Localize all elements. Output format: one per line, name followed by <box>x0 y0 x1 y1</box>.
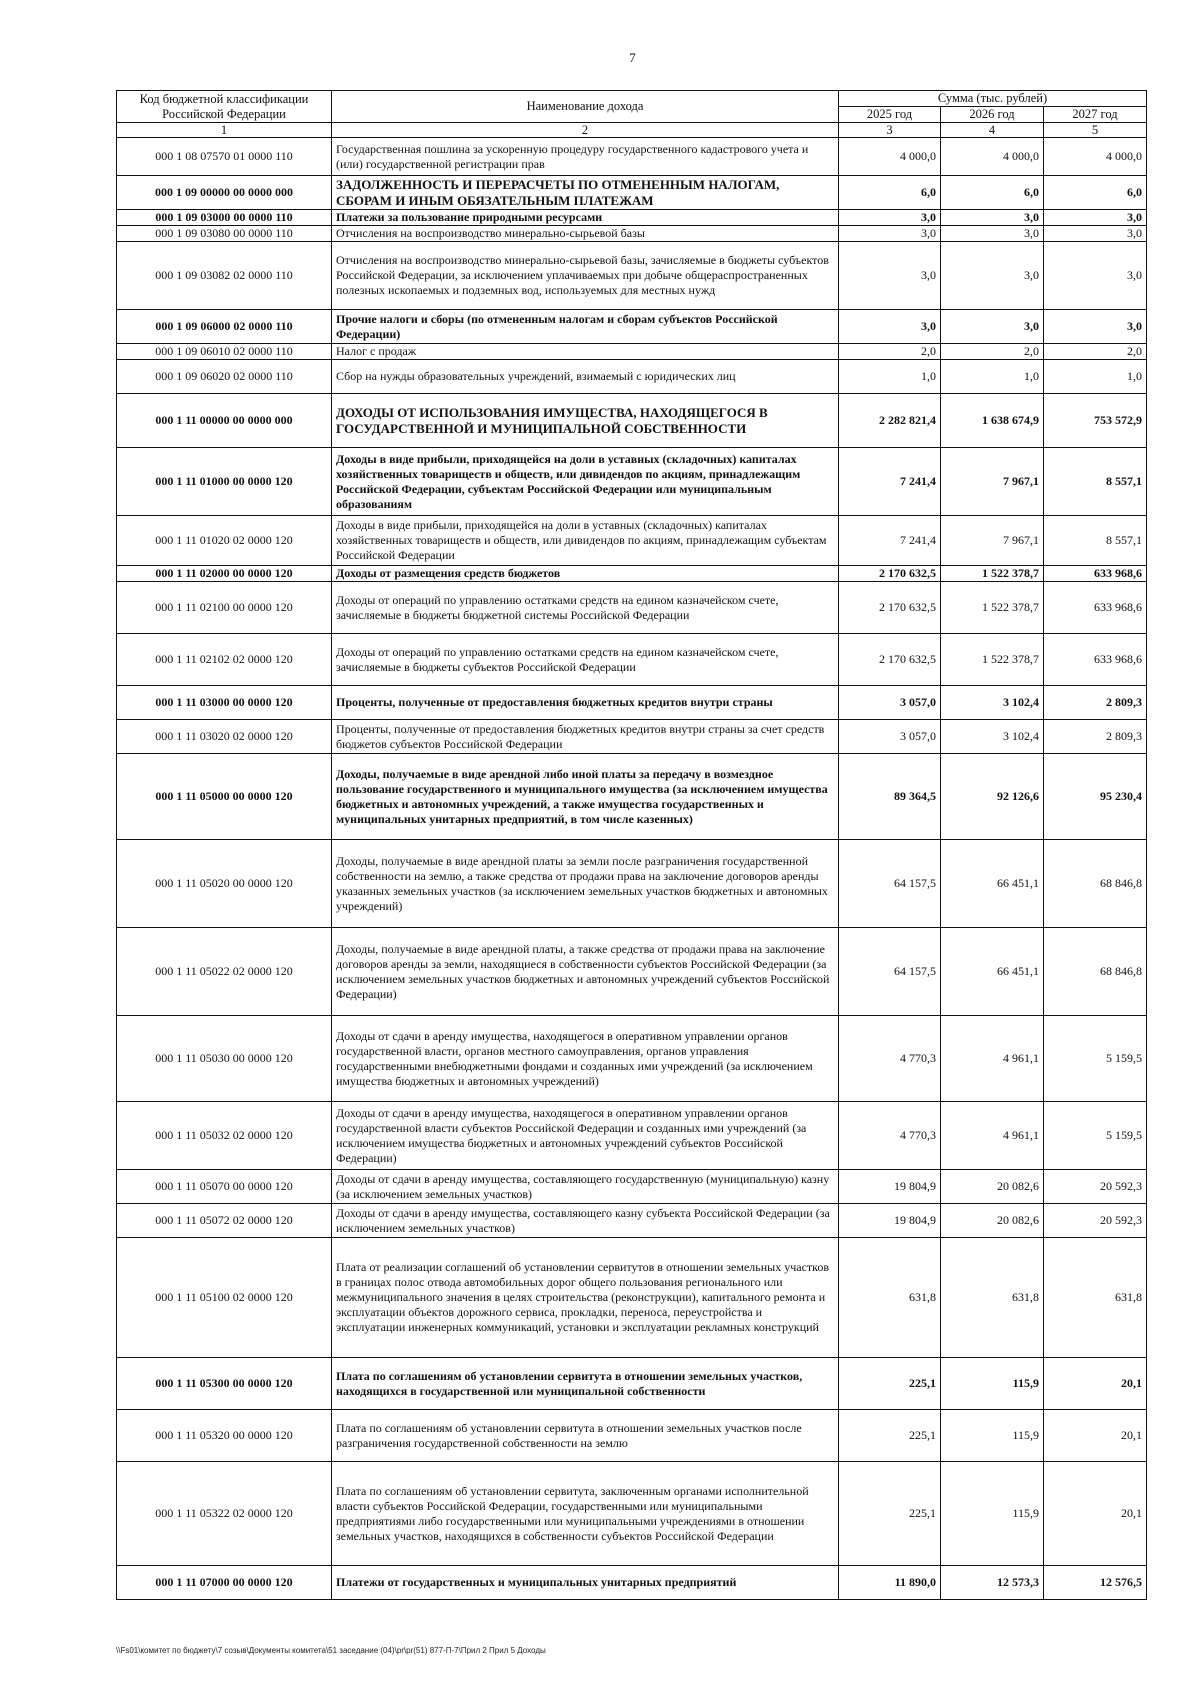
amount-2025-cell: 64 157,5 <box>839 928 941 1016</box>
table-row <box>117 242 1147 310</box>
revenue-name-cell: Проценты, полученные от предоставления бюджетных кредитов внутри страны за счет средств бюджетов субъектов Российской Федерации <box>332 720 839 754</box>
revenue-name-cell: Плата по соглашениям об установлении сервитута, заключенным органами исполнительной власти субъектов Российской Федерации, государственными или муниципальными предприятиями либо государственными или муниципальными учреждениями в отношении земельных участков, находящихся в собственности субъектов Российской Федерации <box>332 1462 839 1566</box>
amount-2025-cell: 4 770,3 <box>839 1016 941 1102</box>
amount-2025-cell: 89 364,5 <box>839 754 941 840</box>
amount-2026-cell: 7 967,1 <box>941 516 1044 566</box>
amount-2026-cell: 66 451,1 <box>941 928 1044 1016</box>
amount-2026-cell: 3,0 <box>941 226 1044 242</box>
amount-2025-cell: 631,8 <box>839 1238 941 1358</box>
table-row <box>117 138 1147 176</box>
revenue-name-cell: Плата от реализации соглашений об установлении сервитутов в отношении земельных участков в границах полос отвода автомобильных дорог общего пользования регионального или межмуниципального значения в целях строительства (реконструкции), капитального ремонта и эксплуатации объектов дорожного сервиса, прокладки, переноса, переустройства и эксплуатации инженерных коммуникаций, установки и эксплуатации рекламных конструкций <box>332 1238 839 1358</box>
amount-2027-cell: 68 846,8 <box>1044 840 1147 928</box>
amount-2027-cell: 631,8 <box>1044 1238 1147 1358</box>
budget-code-cell: 000 1 09 06000 02 0000 110 <box>117 310 332 344</box>
amount-2025-cell: 225,1 <box>839 1410 941 1462</box>
budget-code-cell: 000 1 11 05000 00 0000 120 <box>117 754 332 840</box>
table-row <box>117 360 1147 394</box>
revenue-name-cell: Отчисления на воспроизводство минерально-сырьевой базы, зачисляемые в бюджеты субъектов Российской Федерации, за исключением уплачиваемых при добыче общераспространенных полезных ископаемых и подземных вод, используемых для местных нужд <box>332 242 839 310</box>
amount-2026-cell: 1 522 378,7 <box>941 634 1044 686</box>
table-row <box>117 1410 1147 1462</box>
revenue-name-cell: Платежи за пользование природными ресурсами <box>332 210 839 226</box>
amount-2027-cell: 633 968,6 <box>1044 582 1147 634</box>
amount-2026-cell: 7 967,1 <box>941 448 1044 516</box>
budget-code-cell: 000 1 11 05320 00 0000 120 <box>117 1410 332 1462</box>
amount-2027-cell: 6,0 <box>1044 176 1147 210</box>
table-row <box>117 310 1147 344</box>
table-row <box>117 394 1147 448</box>
revenue-name-cell: Доходы, получаемые в виде арендной либо иной платы за передачу в возмездное пользование государственного и муниципального имущества (за исключением имущества бюджетных и автономных учреждений, а также имущества государственных и муниципальных унитарных предприятий, в том числе казенных) <box>332 754 839 840</box>
revenue-name-cell: Доходы, получаемые в виде арендной платы, а также средства от продажи права на заключение договоров аренды за земли, находящиеся в собственности субъектов Российской Федерации (за исключением земельных участков бюджетных и автономных учреждений субъектов Российской Федерации) <box>332 928 839 1016</box>
table-row <box>117 928 1147 1016</box>
revenue-name-cell: Доходы от сдачи в аренду имущества, составляющего казну субъекта Российской Федерации (за исключением земельных участков) <box>332 1204 839 1238</box>
col-number-5: 5 <box>1044 123 1147 138</box>
amount-2026-cell: 20 082,6 <box>941 1204 1044 1238</box>
budget-code-cell: 000 1 09 03082 02 0000 110 <box>117 242 332 310</box>
revenue-name-cell: Доходы от размещения средств бюджетов <box>332 566 839 582</box>
amount-2027-cell: 4 000,0 <box>1044 138 1147 176</box>
revenue-name-cell: Государственная пошлина за ускоренную процедуру государственного кадастрового учета и (или) государственной регистрации прав <box>332 138 839 176</box>
budget-code-cell: 000 1 11 05100 02 0000 120 <box>117 1238 332 1358</box>
amount-2025-cell: 4 000,0 <box>839 138 941 176</box>
amount-2026-cell: 3,0 <box>941 210 1044 226</box>
budget-code-cell: 000 1 09 06020 02 0000 110 <box>117 360 332 394</box>
budget-code-cell: 000 1 11 07000 00 0000 120 <box>117 1566 332 1600</box>
table-row <box>117 686 1147 720</box>
amount-2027-cell: 2,0 <box>1044 344 1147 360</box>
budget-code-cell: 000 1 11 00000 00 0000 000 <box>117 394 332 448</box>
amount-2025-cell: 2 282 821,4 <box>839 394 941 448</box>
table-row <box>117 226 1147 242</box>
header-year-2027: 2027 год <box>1044 107 1147 123</box>
amount-2026-cell: 1 522 378,7 <box>941 566 1044 582</box>
revenue-name-cell: Доходы от операций по управлению остатками средств на едином казначейском счете, зачисляемые в бюджеты бюджетной системы Российской Федерации <box>332 582 839 634</box>
budget-code-cell: 000 1 11 05030 00 0000 120 <box>117 1016 332 1102</box>
amount-2025-cell: 3 057,0 <box>839 720 941 754</box>
budget-code-cell: 000 1 11 05300 00 0000 120 <box>117 1358 332 1410</box>
header-year-2025: 2025 год <box>839 107 941 123</box>
budget-code-cell: 000 1 11 05020 00 0000 120 <box>117 840 332 928</box>
budget-code-cell: 000 1 09 03000 00 0000 110 <box>117 210 332 226</box>
amount-2026-cell: 3 102,4 <box>941 686 1044 720</box>
table-row <box>117 1238 1147 1358</box>
revenue-name-cell: Доходы от сдачи в аренду имущества, находящегося в оперативном управлении органов государственной власти субъектов Российской Федерации и созданных ими учреждений (за исключением имущества бюджетных и автономных учреждений субъектов Российской Федерации) <box>332 1102 839 1170</box>
amount-2025-cell: 2 170 632,5 <box>839 566 941 582</box>
col-number-2: 2 <box>332 123 839 138</box>
page-number: 7 <box>629 50 636 65</box>
amount-2027-cell: 95 230,4 <box>1044 754 1147 840</box>
amount-2026-cell: 1,0 <box>941 360 1044 394</box>
budget-code-cell: 000 1 11 03020 02 0000 120 <box>117 720 332 754</box>
table-row <box>117 1204 1147 1238</box>
amount-2026-cell: 3,0 <box>941 310 1044 344</box>
col-number-4: 4 <box>941 123 1044 138</box>
amount-2026-cell: 115,9 <box>941 1410 1044 1462</box>
table-row <box>117 176 1147 210</box>
revenue-name-cell: Плата по соглашениям об установлении сервитута в отношении земельных участков после разграничения государственной собственности на землю <box>332 1410 839 1462</box>
amount-2025-cell: 2,0 <box>839 344 941 360</box>
budget-code-cell: 000 1 11 01000 00 0000 120 <box>117 448 332 516</box>
amount-2026-cell: 4 000,0 <box>941 138 1044 176</box>
budget-code-cell: 000 1 09 03080 00 0000 110 <box>117 226 332 242</box>
header-sum: Сумма (тыс. рублей) <box>839 91 1147 107</box>
budget-code-cell: 000 1 11 02000 00 0000 120 <box>117 566 332 582</box>
amount-2027-cell: 1,0 <box>1044 360 1147 394</box>
amount-2027-cell: 633 968,6 <box>1044 566 1147 582</box>
revenue-name-cell: Платежи от государственных и муниципальных унитарных предприятий <box>332 1566 839 1600</box>
amount-2025-cell: 2 170 632,5 <box>839 582 941 634</box>
amount-2025-cell: 11 890,0 <box>839 1566 941 1600</box>
amount-2027-cell: 68 846,8 <box>1044 928 1147 1016</box>
revenue-name-cell: Проценты, полученные от предоставления бюджетных кредитов внутри страны <box>332 686 839 720</box>
amount-2026-cell: 2,0 <box>941 344 1044 360</box>
file-path-footer: \\Fs01\комитет по бюджету\7 созыв\Документы комитета\51 заседание (04)\pr\pr(51) 877-П-7\Прил 2 Прил 5 Доходы <box>116 1646 546 1655</box>
amount-2025-cell: 2 170 632,5 <box>839 634 941 686</box>
revenue-name-cell: Доходы от сдачи в аренду имущества, находящегося в оперативном управлении органов государственной власти, органов местного самоуправления, органов управления государственными внебюджетными фондами и созданных ими учреждений (за исключением имущества бюджетных и автономных учреждений) <box>332 1016 839 1102</box>
amount-2026-cell: 6,0 <box>941 176 1044 210</box>
table-row <box>117 210 1147 226</box>
col-number-3: 3 <box>839 123 941 138</box>
amount-2025-cell: 7 241,4 <box>839 448 941 516</box>
amount-2026-cell: 3,0 <box>941 242 1044 310</box>
amount-2025-cell: 3,0 <box>839 310 941 344</box>
amount-2025-cell: 225,1 <box>839 1462 941 1566</box>
header-name: Наименование дохода <box>332 91 839 123</box>
revenue-name-cell: Отчисления на воспроизводство минерально-сырьевой базы <box>332 226 839 242</box>
amount-2026-cell: 115,9 <box>941 1462 1044 1566</box>
revenue-name-cell: Доходы от операций по управлению остатками средств на едином казначейском счете, зачисляемые в бюджеты субъектов Российской Федерации <box>332 634 839 686</box>
amount-2025-cell: 19 804,9 <box>839 1170 941 1204</box>
table-row <box>117 1170 1147 1204</box>
header-year-2026: 2026 год <box>941 107 1044 123</box>
amount-2025-cell: 3 057,0 <box>839 686 941 720</box>
revenue-name-cell: Доходы в виде прибыли, приходящейся на доли в уставных (складочных) капиталах хозяйственных товариществ и обществ, или дивидендов по акциям, принадлежащим Российской Федерации, субъектам Российской Федерации или муниципальным образованиям <box>332 448 839 516</box>
budget-code-cell: 000 1 09 00000 00 0000 000 <box>117 176 332 210</box>
amount-2026-cell: 4 961,1 <box>941 1016 1044 1102</box>
amount-2026-cell: 1 638 674,9 <box>941 394 1044 448</box>
table-row <box>117 448 1147 516</box>
revenue-name-cell: Доходы в виде прибыли, приходящейся на доли в уставных (складочных) капиталах хозяйственных товариществ и обществ, или дивидендов по акциям, принадлежащим субъектам Российской Федерации <box>332 516 839 566</box>
budget-code-cell: 000 1 09 06010 02 0000 110 <box>117 344 332 360</box>
amount-2026-cell: 1 522 378,7 <box>941 582 1044 634</box>
amount-2027-cell: 20,1 <box>1044 1462 1147 1566</box>
amount-2027-cell: 633 968,6 <box>1044 634 1147 686</box>
table-row <box>117 1358 1147 1410</box>
amount-2027-cell: 2 809,3 <box>1044 686 1147 720</box>
amount-2027-cell: 753 572,9 <box>1044 394 1147 448</box>
revenue-name-cell: Налог с продаж <box>332 344 839 360</box>
table-row <box>117 582 1147 634</box>
budget-code-cell: 000 1 08 07570 01 0000 110 <box>117 138 332 176</box>
amount-2027-cell: 2 809,3 <box>1044 720 1147 754</box>
revenue-table <box>116 90 1147 1600</box>
amount-2027-cell: 20,1 <box>1044 1358 1147 1410</box>
amount-2025-cell: 1,0 <box>839 360 941 394</box>
amount-2027-cell: 3,0 <box>1044 310 1147 344</box>
table-row <box>117 1566 1147 1600</box>
table-row <box>117 516 1147 566</box>
amount-2026-cell: 12 573,3 <box>941 1566 1044 1600</box>
amount-2027-cell: 20,1 <box>1044 1410 1147 1462</box>
amount-2027-cell: 3,0 <box>1044 226 1147 242</box>
amount-2027-cell: 3,0 <box>1044 242 1147 310</box>
table-row <box>117 1102 1147 1170</box>
budget-code-cell: 000 1 11 02102 02 0000 120 <box>117 634 332 686</box>
amount-2025-cell: 7 241,4 <box>839 516 941 566</box>
budget-code-cell: 000 1 11 05322 02 0000 120 <box>117 1462 332 1566</box>
amount-2026-cell: 631,8 <box>941 1238 1044 1358</box>
revenue-name-cell: Плата по соглашениям об установлении сервитута в отношении земельных участков, находящихся в государственной или муниципальной собственности <box>332 1358 839 1410</box>
revenue-name-cell: Доходы, получаемые в виде арендной платы за земли после разграничения государственной собственности на землю, а также средства от продажи права на заключение договоров аренды указанных земельных участков (за исключением земельных участков бюджетных и автономных учреждений) <box>332 840 839 928</box>
revenue-name-cell: ДОХОДЫ ОТ ИСПОЛЬЗОВАНИЯ ИМУЩЕСТВА, НАХОДЯЩЕГОСЯ В ГОСУДАРСТВЕННОЙ И МУНИЦИПАЛЬНОЙ СОБСТВЕННОСТИ <box>332 394 839 448</box>
budget-code-cell: 000 1 11 05022 02 0000 120 <box>117 928 332 1016</box>
amount-2026-cell: 115,9 <box>941 1358 1044 1410</box>
budget-code-cell: 000 1 11 05032 02 0000 120 <box>117 1102 332 1170</box>
amount-2027-cell: 3,0 <box>1044 210 1147 226</box>
revenue-name-cell: Доходы от сдачи в аренду имущества, составляющего государственную (муниципальную) казну (за исключением земельных участков) <box>332 1170 839 1204</box>
budget-code-cell: 000 1 11 05072 02 0000 120 <box>117 1204 332 1238</box>
table-row <box>117 840 1147 928</box>
table-row <box>117 1016 1147 1102</box>
amount-2025-cell: 3,0 <box>839 242 941 310</box>
budget-code-cell: 000 1 11 05070 00 0000 120 <box>117 1170 332 1204</box>
amount-2027-cell: 20 592,3 <box>1044 1204 1147 1238</box>
col-number-1: 1 <box>117 123 332 138</box>
amount-2025-cell: 19 804,9 <box>839 1204 941 1238</box>
table-row <box>117 344 1147 360</box>
amount-2025-cell: 225,1 <box>839 1358 941 1410</box>
amount-2026-cell: 92 126,6 <box>941 754 1044 840</box>
budget-code-cell: 000 1 11 01020 02 0000 120 <box>117 516 332 566</box>
table-row <box>117 566 1147 582</box>
amount-2026-cell: 3 102,4 <box>941 720 1044 754</box>
table-row <box>117 720 1147 754</box>
amount-2025-cell: 64 157,5 <box>839 840 941 928</box>
amount-2026-cell: 4 961,1 <box>941 1102 1044 1170</box>
amount-2027-cell: 20 592,3 <box>1044 1170 1147 1204</box>
amount-2026-cell: 66 451,1 <box>941 840 1044 928</box>
amount-2025-cell: 3,0 <box>839 210 941 226</box>
header-code: Код бюджетной классификации Российской Федерации <box>117 91 332 123</box>
amount-2027-cell: 8 557,1 <box>1044 516 1147 566</box>
revenue-name-cell: ЗАДОЛЖЕННОСТЬ И ПЕРЕРАСЧЕТЫ ПО ОТМЕНЕННЫМ НАЛОГАМ, СБОРАМ И ИНЫМ ОБЯЗАТЕЛЬНЫМ ПЛАТЕЖАМ <box>332 176 839 210</box>
table-row <box>117 634 1147 686</box>
revenue-name-cell: Прочие налоги и сборы (по отмененным налогам и сборам субъектов Российской Федерации) <box>332 310 839 344</box>
amount-2027-cell: 8 557,1 <box>1044 448 1147 516</box>
budget-code-cell: 000 1 11 03000 00 0000 120 <box>117 686 332 720</box>
table-row <box>117 754 1147 840</box>
amount-2025-cell: 3,0 <box>839 226 941 242</box>
amount-2026-cell: 20 082,6 <box>941 1170 1044 1204</box>
revenue-name-cell: Сбор на нужды образовательных учреждений, взимаемый с юридических лиц <box>332 360 839 394</box>
budget-code-cell: 000 1 11 02100 00 0000 120 <box>117 582 332 634</box>
amount-2025-cell: 4 770,3 <box>839 1102 941 1170</box>
amount-2025-cell: 6,0 <box>839 176 941 210</box>
amount-2027-cell: 12 576,5 <box>1044 1566 1147 1600</box>
amount-2027-cell: 5 159,5 <box>1044 1016 1147 1102</box>
table-row <box>117 1462 1147 1566</box>
amount-2027-cell: 5 159,5 <box>1044 1102 1147 1170</box>
